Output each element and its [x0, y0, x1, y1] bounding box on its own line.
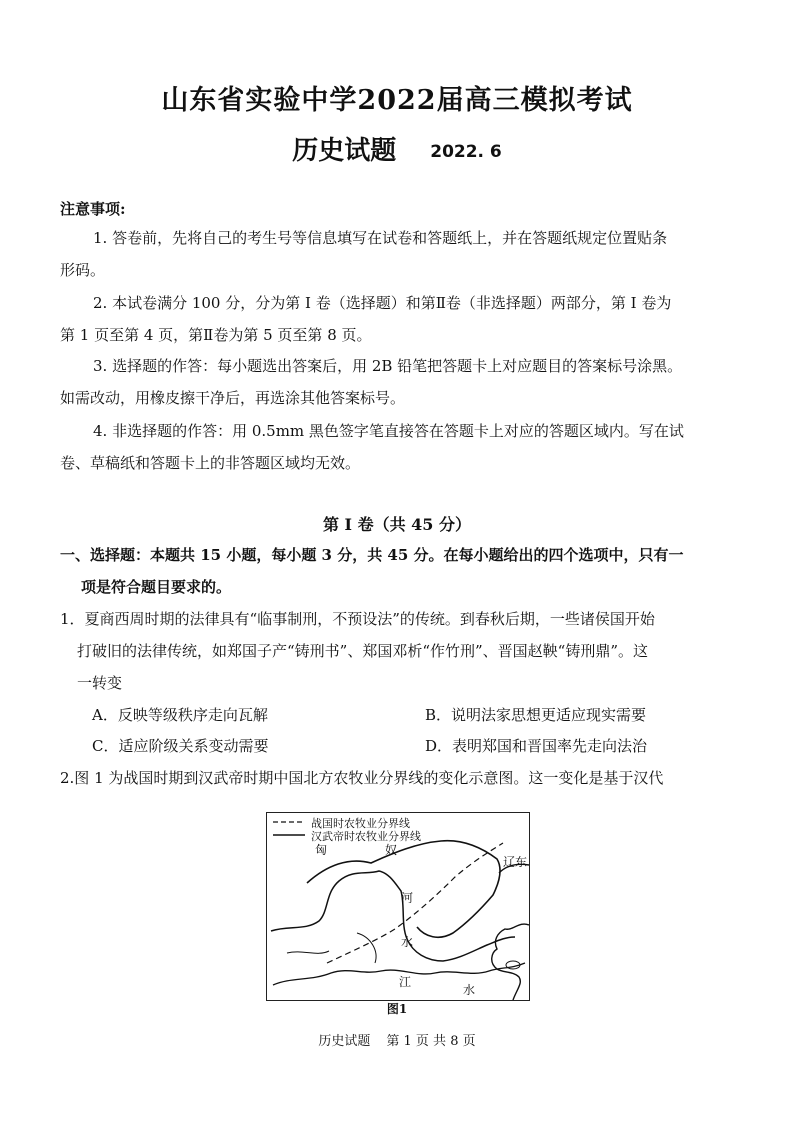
notice-item-1-line-2: 形码。 — [60, 261, 106, 279]
footer-page-number: 第 1 页 共 8 页 — [386, 1034, 476, 1049]
notice-item-2-line-2: 第 1 页至第 4 页，第Ⅱ卷为第 5 页至第 8 页。 — [60, 326, 372, 344]
figure-1-map — [266, 812, 530, 1001]
map-label-jiang: 江 — [399, 975, 412, 989]
question-1-option-a: A．反映等级秩序走向瓦解 — [92, 706, 268, 724]
map-label-nu: 奴 — [385, 843, 398, 857]
map-label-xiong: 匈 — [315, 843, 328, 857]
map-label-liaodong: 辽东 — [503, 855, 528, 869]
coastline — [492, 924, 529, 1000]
map-label-shui-river: 水 — [401, 935, 414, 949]
section-title: 第 I 卷（共 45 分） — [322, 515, 472, 534]
legend-dashed-label: 战国时农牧业分界线 — [311, 817, 410, 830]
question-1-option-d: D．表明郑国和晋国率先走向法治 — [425, 737, 648, 755]
map-label-he: 河 — [401, 891, 414, 905]
question-1-line-2: 打破旧的法律传统，如郑国子产“铸刑书”、郑国邓析“作竹刑”、晋国赵鞅“铸刑鼎”。这 — [77, 642, 649, 660]
exam-title: 山东省实验中学2022届高三模拟考试 — [161, 85, 633, 116]
question-2-line-1: 2.图 1 为战国时期到汉武帝时期中国北方农牧业分界线的变化示意图。这一变化是基于汉代 — [60, 769, 664, 787]
question-1-line-1: 1．夏商西周时期的法律具有“临事制刑，不预设法”的传统。到春秋后期，一些诸侯国开始 — [60, 610, 655, 628]
notice-item-1-line-1: 1. 答卷前，先将自己的考生号等信息填写在试卷和答题纸上，并在答题纸规定位置贴条 — [93, 229, 668, 247]
notice-item-2-line-1: 2. 本试卷满分 100 分，分为第 I 卷（选择题）和第Ⅱ卷（非选择题）两部分，第 I 卷为 — [93, 294, 672, 312]
question-1-option-b: B．说明法家思想更适应现实需要 — [425, 706, 647, 724]
map-label-shui-yangtze: 水 — [463, 983, 476, 997]
exam-date: 2022. 6 — [430, 142, 502, 162]
notice-item-3-line-2: 如需改动，用橡皮擦干净后，再选涂其他答案标号。 — [60, 389, 406, 407]
section-instruction-line-1: 一、选择题：本题共 15 小题，每小题 3 分，共 45 分。在每小题给出的四个选项中，只有一 — [60, 546, 684, 564]
notice-item-4-line-1: 4. 非选择题的作答：用 0.5mm 黑色签字笔直接答在答题卡上对应的答题区域内。写在试 — [93, 422, 684, 440]
notice-item-3-line-1: 3. 选择题的作答：每小题选出答案后，用 2B 铅笔把答题卡上对应题目的答案标号涂黑。 — [93, 357, 683, 375]
section-instruction-line-2: 项是符合题目要求的。 — [81, 578, 232, 596]
legend-solid-label: 汉武帝时农牧业分界线 — [311, 830, 421, 843]
figure-caption: 图1 — [386, 1002, 408, 1016]
notice-item-4-line-2: 卷、草稿纸和答题卡上的非答题区域均无效。 — [60, 454, 361, 472]
tributary-west — [287, 951, 329, 953]
page-footer — [0, 1030, 794, 1049]
question-1-option-c: C．适应阶级关系变动需要 — [92, 737, 269, 755]
footer-subject: 历史试题 — [318, 1034, 371, 1049]
yellow-river — [271, 871, 515, 961]
subject-heading — [0, 130, 794, 167]
question-1-line-3: 一转变 — [77, 674, 123, 692]
notice-heading: 注意事项: — [60, 200, 126, 218]
subject-title: 历史试题 — [292, 136, 397, 166]
